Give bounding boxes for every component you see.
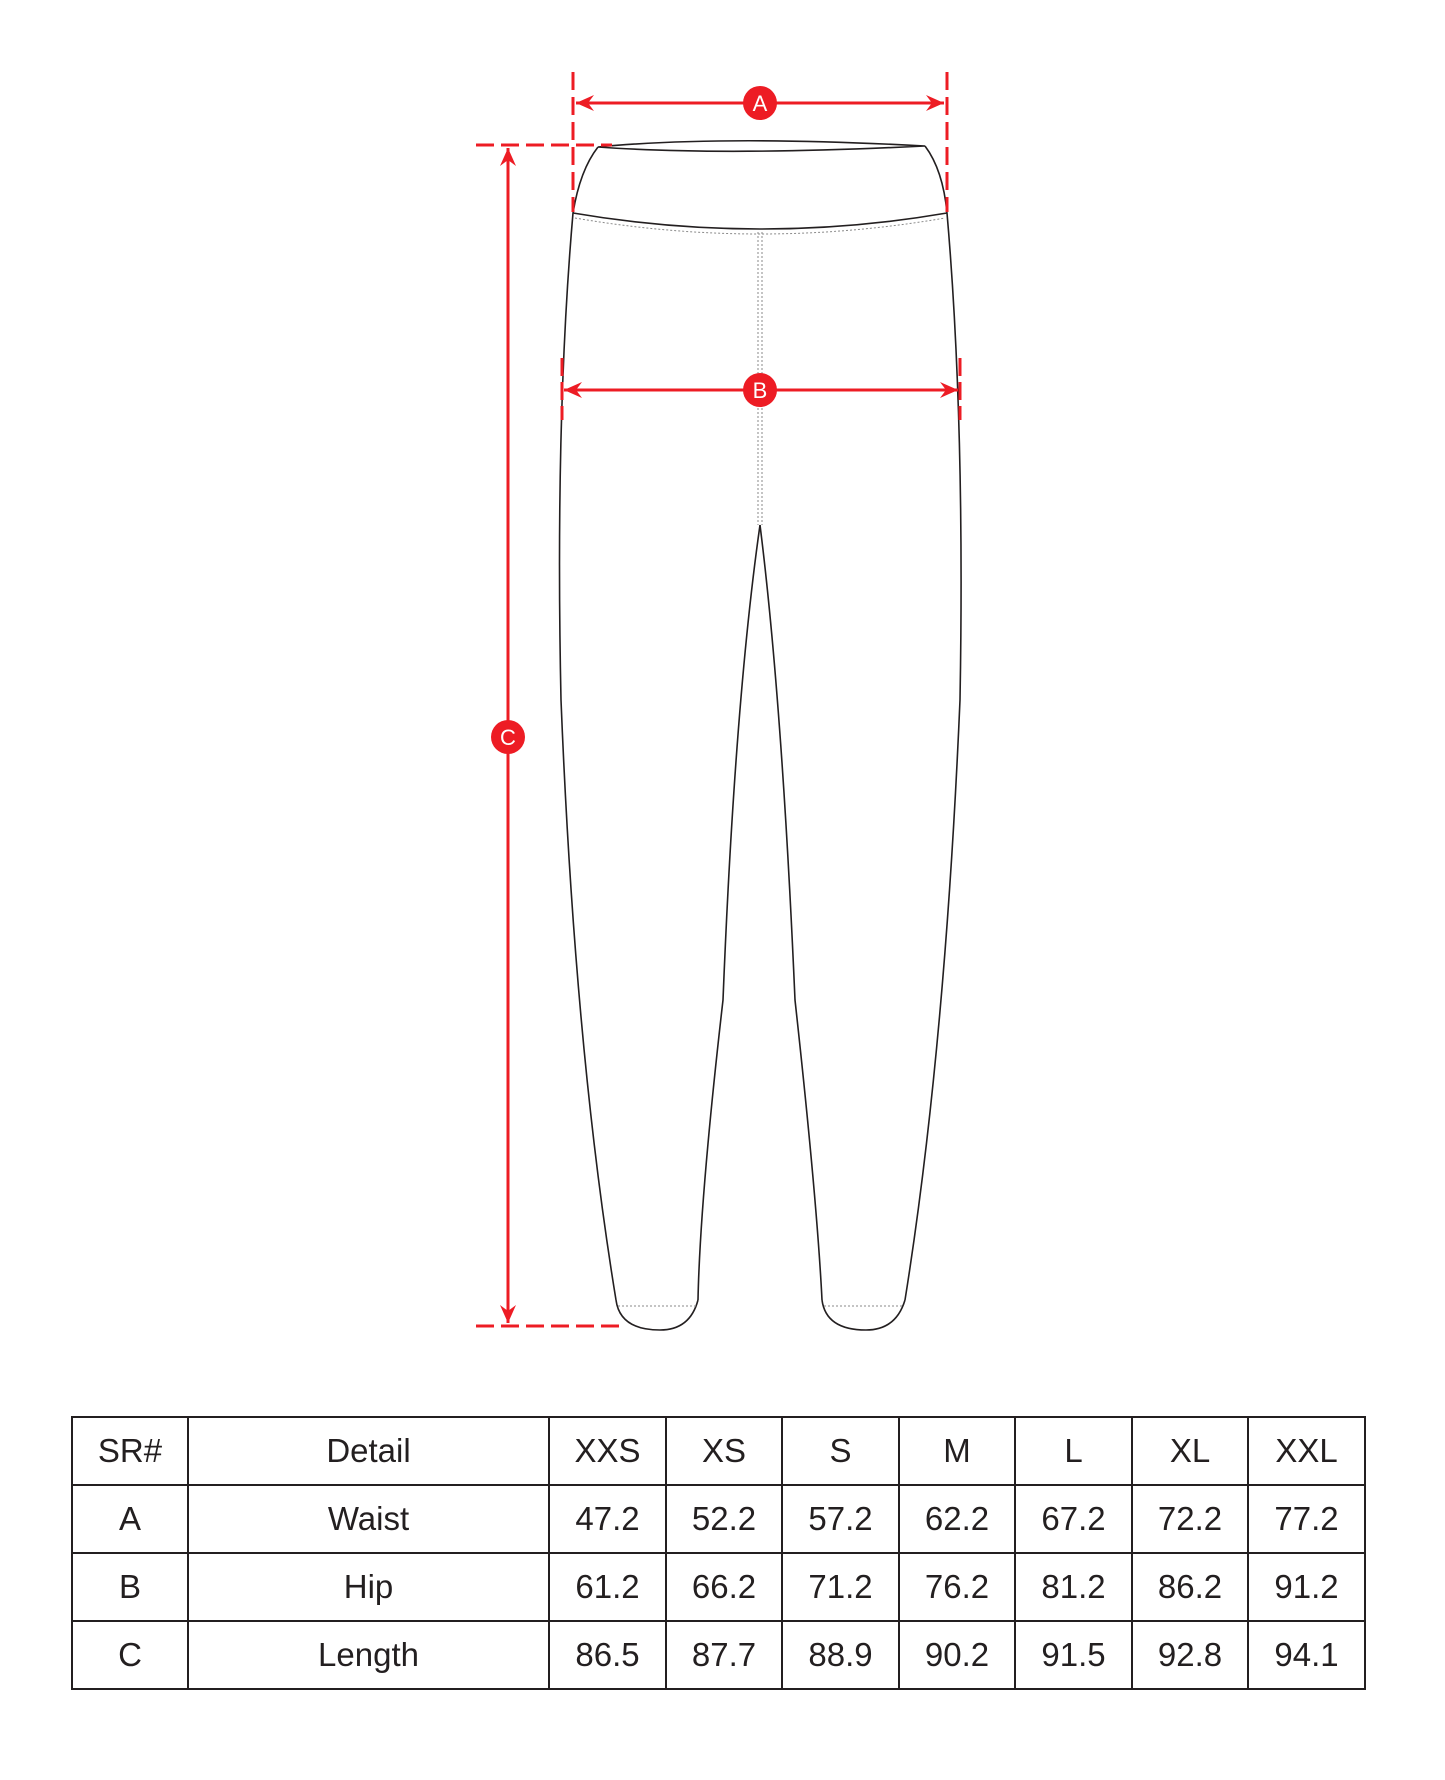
cell-value: 47.2 — [549, 1485, 666, 1553]
header-size-xxl: XXL — [1248, 1417, 1365, 1485]
cell-detail: Waist — [188, 1485, 549, 1553]
cell-value: 72.2 — [1132, 1485, 1248, 1553]
header-sr: SR# — [72, 1417, 188, 1485]
header-size-l: L — [1015, 1417, 1132, 1485]
leggings-outline — [560, 141, 962, 1330]
header-size-xs: XS — [666, 1417, 782, 1485]
cell-sr: B — [72, 1553, 188, 1621]
cell-sr: C — [72, 1621, 188, 1689]
cell-detail: Hip — [188, 1553, 549, 1621]
badge-b-label: B — [752, 378, 768, 403]
size-chart-table — [71, 1416, 1366, 1690]
cell-value: 57.2 — [782, 1485, 899, 1553]
table-row-length — [72, 1621, 1365, 1689]
cell-value: 86.5 — [549, 1621, 666, 1689]
header-size-xl: XL — [1132, 1417, 1248, 1485]
cell-value: 92.8 — [1132, 1621, 1248, 1689]
cell-value: 67.2 — [1015, 1485, 1132, 1553]
cell-value: 66.2 — [666, 1553, 782, 1621]
header-size-m: M — [899, 1417, 1015, 1485]
table-row-waist — [72, 1485, 1365, 1553]
header-size-s: S — [782, 1417, 899, 1485]
cell-value: 77.2 — [1248, 1485, 1365, 1553]
header-size-xxs: XXS — [549, 1417, 666, 1485]
cell-value: 91.5 — [1015, 1621, 1132, 1689]
table-header-row — [72, 1417, 1365, 1485]
cell-value: 88.9 — [782, 1621, 899, 1689]
cell-value: 62.2 — [899, 1485, 1015, 1553]
header-detail: Detail — [188, 1417, 549, 1485]
table-row-hip — [72, 1553, 1365, 1621]
badge-c-label: C — [500, 725, 516, 750]
measurement-b-hip — [562, 358, 960, 420]
cell-value: 94.1 — [1248, 1621, 1365, 1689]
cell-value: 91.2 — [1248, 1553, 1365, 1621]
cell-detail: Length — [188, 1621, 549, 1689]
cell-value: 76.2 — [899, 1553, 1015, 1621]
cell-value: 90.2 — [899, 1621, 1015, 1689]
cell-value: 86.2 — [1132, 1553, 1248, 1621]
cell-value: 52.2 — [666, 1485, 782, 1553]
measurement-a-waist — [573, 72, 947, 212]
cell-value: 87.7 — [666, 1621, 782, 1689]
cell-sr: A — [72, 1485, 188, 1553]
cell-value: 81.2 — [1015, 1553, 1132, 1621]
measurement-c-length — [476, 145, 625, 1326]
badge-a-label: A — [752, 91, 768, 116]
cell-value: 71.2 — [782, 1553, 899, 1621]
cell-value: 61.2 — [549, 1553, 666, 1621]
